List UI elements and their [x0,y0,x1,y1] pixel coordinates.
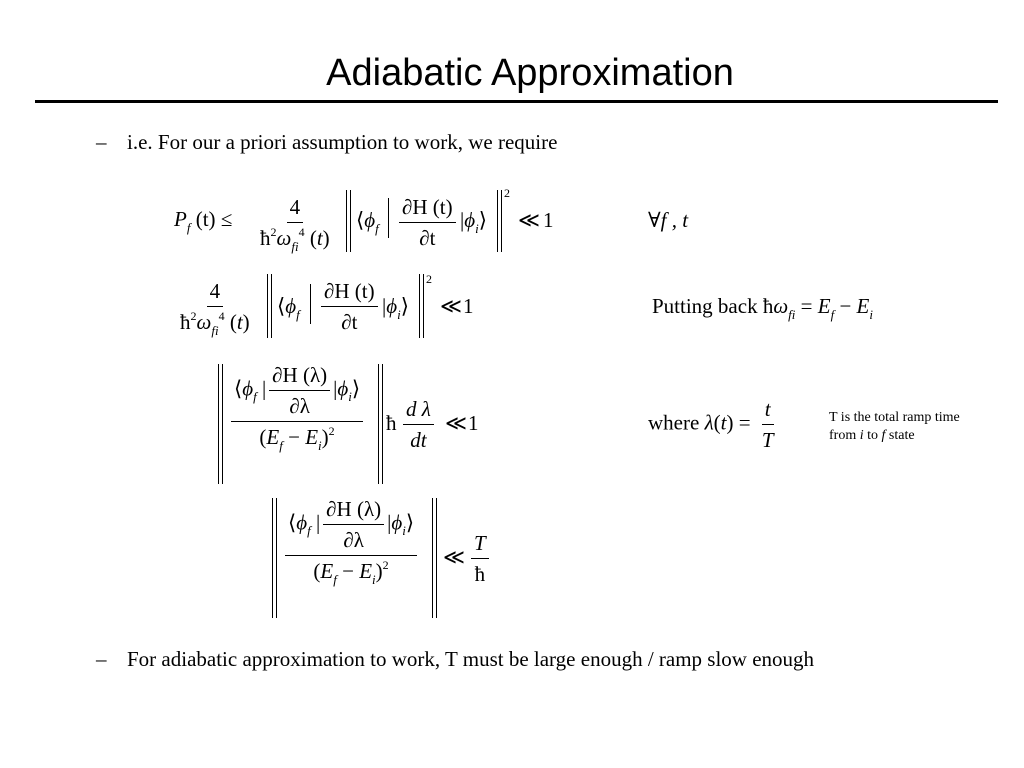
note-line-2: from i to f state [829,428,915,443]
equation-3-rhs: 1 [468,411,479,435]
big-fraction-numerator: $⟨\phi_f$ | $\frac{\partial H (\lambda)}{\partial\lambda}$ $|\phi_i⟩$ [231,362,363,422]
bullet-text: For adiabatic approximation to work, T must be large enough / ramp slow enough [127,647,815,671]
big-fraction-denominator: $(E_f - E_i)^2$ [259,424,335,453]
putting-back-label: Putting back [652,294,758,318]
hbar-symbol: ħ [386,411,397,435]
abs-bar-left [346,190,347,252]
subscript-f: f [186,220,191,235]
equation-2-rhs: 1 [463,294,474,318]
abs-bar-left [218,364,219,484]
abs-bar-right-2 [423,274,424,338]
putting-back-note: Putting back $ħ\omega_{fi} = E_f - E_i$ [652,294,873,322]
bra-bar [310,284,311,324]
abs-bar-right [419,274,420,338]
equation-1 [174,206,232,235]
abs-bar-right-2 [501,190,502,252]
bullet-text: i.e. For our a priori assumption to work, we require [127,130,558,154]
probability-argument: (t) ≤ [195,207,233,231]
bra-bar [388,198,389,238]
much-less-symbol: ≪ [518,208,540,232]
abs-bar-left [272,498,273,618]
abs-bar-right-2 [382,364,383,484]
abs-bar-left-2 [350,190,351,252]
fraction-denominator: $ħ^2\omega_{fi}^4$ (t) [180,309,250,338]
derivative-numerator: ∂H (t) [399,194,456,223]
big-fraction-3 [228,362,366,453]
bra-phi-f: $⟨\phi_f$ [356,208,379,236]
derivative-numerator: ∂H (λ) [269,362,330,391]
big-fraction-4 [282,496,420,587]
fraction-2 [174,278,256,338]
for-all-condition: ∀f , t [648,208,689,232]
derivative-1 [396,194,459,251]
ket-phi-i: $|\phi_i⟩$ [460,208,487,236]
probability-symbol: P [174,207,187,231]
derivative-denominator: ∂λ [289,394,310,418]
abs-bar-right-2 [436,498,437,618]
much-less-symbol: ≪ [440,294,462,318]
d-lambda-dt [400,396,437,453]
abs-bar-left-2 [276,498,277,618]
bullet-dash: – [96,647,107,671]
derivative-denominator: ∂λ [343,528,364,552]
abs-bar-right [497,190,498,252]
hbar-denominator: ħ [474,562,486,586]
abs-bar-right [432,498,433,618]
ket-phi-i: $|\phi_i⟩$ [382,294,409,322]
fraction-1 [254,194,336,254]
derivative-2 [318,278,381,335]
exponent-2: 2 [426,272,432,286]
d-lambda: d λ [403,396,434,425]
big-fraction-denominator: $(E_f - E_i)^2$ [313,558,389,587]
fraction-numerator: 4 [207,278,224,307]
much-less-symbol: ≪ [443,545,465,569]
t-over-hbar [468,530,492,587]
exponent-2: 2 [504,186,510,200]
equation-1-rhs: 1 [543,208,554,232]
title-underline [35,100,998,103]
derivative-numerator: ∂H (t) [321,278,378,307]
abs-bar-left-2 [222,364,223,484]
fraction-denominator: $ħ^2\omega_{fi}^4$ (t) [260,225,330,254]
derivative-denominator: ∂t [341,310,358,334]
where-clause: where λ(t) = $\frac{t}{T}$ [648,397,774,452]
note-line-1: T is the total ramp time [829,410,960,425]
ramp-time-note [829,409,960,445]
abs-bar-left [267,274,268,338]
derivative-numerator: ∂H (λ) [323,496,384,525]
big-fraction-numerator: $⟨\phi_f$ | $\frac{\partial H (\lambda)}{\partial\lambda}$ $|\phi_i⟩$ [285,496,417,556]
ramp-time-T: T [471,530,489,559]
abs-bar-right [378,364,379,484]
derivative-denominator: ∂t [419,226,436,250]
where-label: where [648,410,700,435]
bullet-dash: – [96,130,107,154]
bra-phi-f: $⟨\phi_f$ [277,294,300,322]
much-less-symbol: ≪ [445,411,467,435]
dt: dt [410,428,427,452]
page-title: Adiabatic Approximation [326,52,734,94]
abs-bar-left-2 [271,274,272,338]
fraction-numerator: 4 [287,194,304,223]
